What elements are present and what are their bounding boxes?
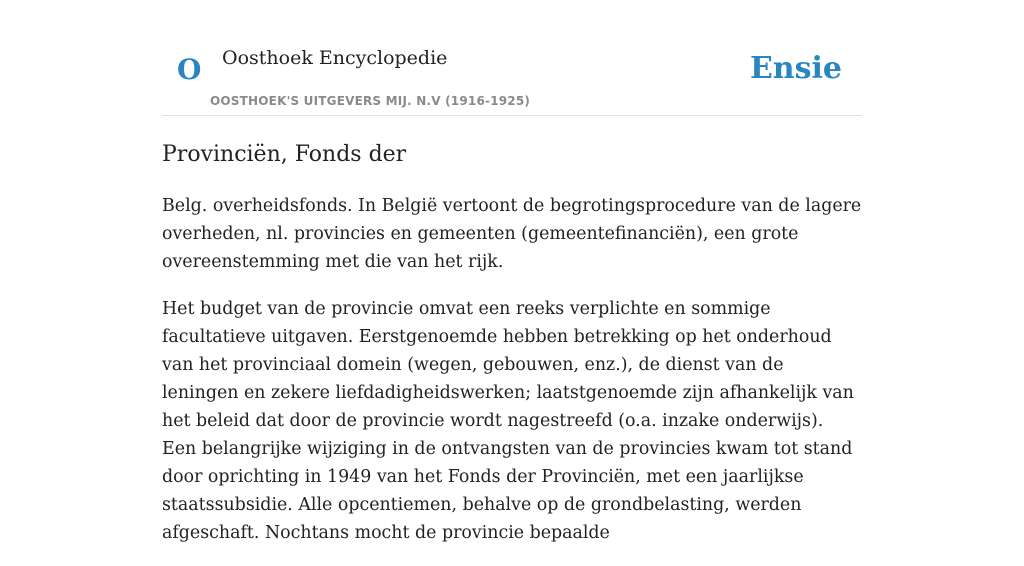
book-title-link[interactable]: Oosthoek Encyclopedie (222, 47, 448, 69)
header (162, 0, 862, 116)
publisher-label: OOSTHOEK'S UITGEVERS MIJ. N.V (1916-1925) (210, 94, 531, 108)
book-logo[interactable]: O (177, 53, 202, 86)
brand-logo-link[interactable]: Ensie (749, 51, 842, 86)
article-paragraph: Het budget van de provincie omvat een reeks verplichte en sommige facultatieve uitgaven. Eerstgenoemde hebben betrekking op het onderhoud van het provinciaal domein (wegen, gebouwen, enz.), de dienst van de leningen en zekere liefdadigheidswerken; laatstgenoemde zijn afhankelijk van het beleid dat door de provincie wordt nagestreefd (o.a. inzake onderwijs). Een belangrijke wijziging in de ontvangsten van de provincies kwam tot stand door oprichting in 1949 van het Fonds der Provinciën, met een jaarlijkse staatssubsidie. Alle opcentiemen, behalve op de grondbelasting, werden afgeschaft. Nochtans mocht de provincie bepaalde (162, 299, 854, 543)
article-title: Provinciën, Fonds der (162, 142, 407, 167)
article-body (162, 192, 862, 566)
article-paragraph: Belg. overheidsfonds. In België vertoont de begrotingsprocedure van de lagere overheden, nl. provincies en gemeenten (gemeentefinanciën), een grote overeenstemming met die van het rijk. (162, 196, 862, 272)
main-container (162, 0, 862, 543)
